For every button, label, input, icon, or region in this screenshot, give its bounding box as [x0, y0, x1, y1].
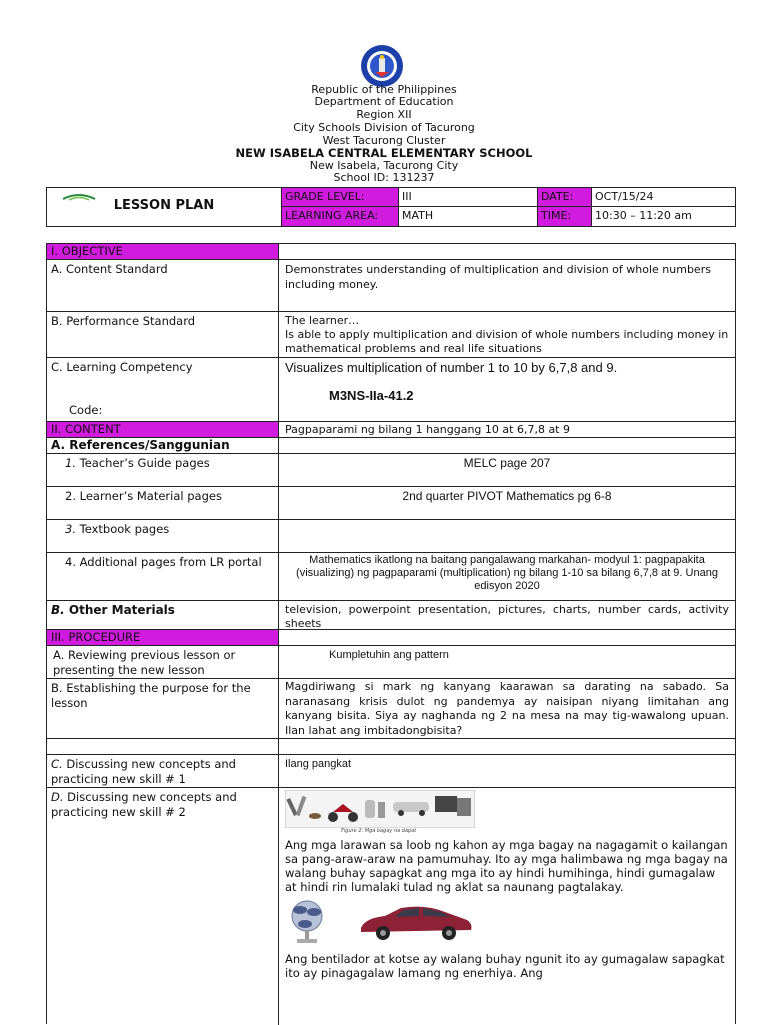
- other-materials-row: [47, 601, 735, 630]
- header-republic: Republic of the Philippines: [311, 83, 457, 96]
- other-materials-value: television, powerpoint presentation, pictures, charts, number cards, activity sheets: [285, 603, 729, 630]
- learning-area-value: MATH: [402, 209, 434, 222]
- time-label: TIME:: [538, 207, 591, 226]
- performance-standard-value: Is able to apply multiplication and division of whole numbers including money in mathematical problems and real life situations: [285, 328, 729, 355]
- learners-material-row: [47, 487, 735, 520]
- lesson-plan-title: LESSON PLAN: [113, 198, 215, 213]
- other-materials-letter: B.: [51, 603, 65, 617]
- procedure-b-value: Magdiriwang si mark ng kanyang kaarawan sa darating na sabado. Sa naranasang krisis dulot ng pandemya ay naisipan niyang limitahan ang kanyang bisita. Siya ay naghanda ng 2 na mesa na may tig-wawalong upuan. Ilan lahat ang imbitadongbisita?: [285, 680, 729, 737]
- figure-caption: Figure 2: Mga bagay na dapat: [341, 828, 417, 834]
- additional-pages-value: Mathematics ikatlong na baitang pangalawang markahan- modyul 1: pagpapakita (visualizing) ng pagpaparami (multiplication) ng bilang 1-10 sa bilang 6,7,8 at 9. Unang edisyon 2020: [296, 554, 718, 592]
- procedure-b-row: [47, 679, 735, 739]
- procedure-c-row: [47, 755, 735, 788]
- teachers-guide-label: Teacher’s Guide pages: [79, 456, 210, 470]
- red-car-image: [355, 902, 475, 942]
- header-cluster: West Tacurong Cluster: [322, 134, 446, 147]
- procedure-d-label: Discussing new concepts and practicing new skill # 2: [51, 790, 237, 819]
- content-heading: II. CONTENT: [47, 422, 279, 437]
- header-school-name: NEW ISABELA CENTRAL ELEMENTARY SCHOOL: [235, 146, 533, 160]
- header-address: New Isabela, Tacurong City: [309, 159, 459, 172]
- teachers-guide-number: 1.: [65, 456, 76, 470]
- content-value: Pagpaparami ng bilang 1 hanggang 10 at 6,7,8 at 9: [285, 423, 570, 436]
- objects-image-strip: [285, 790, 475, 828]
- references-row: [47, 438, 735, 454]
- learning-competency-label: C. Learning Competency: [51, 360, 193, 374]
- lesson-plan-table: [46, 243, 736, 1024]
- competency-code-value: M3NS-IIa-41.2: [329, 388, 414, 403]
- objective-heading: I. OBJECTIVE: [47, 244, 279, 259]
- procedure-d-row: [47, 788, 735, 1025]
- procedure-c-value: Ilang pangkat: [285, 758, 352, 770]
- bottle-icon: [378, 802, 385, 818]
- content-standard-label: A. Content Standard: [47, 260, 279, 311]
- procedure-c-label: Discussing new concepts and practicing new skill # 1: [51, 757, 236, 786]
- grade-level-value: III: [402, 190, 412, 203]
- learning-area-label: LEARNING AREA:: [282, 207, 398, 226]
- references-label: A. References/Sanggunian: [47, 438, 279, 453]
- learning-competency-value: Visualizes multiplication of number 1 to 10 by 6,7,8 and 9.: [285, 360, 618, 375]
- blank-row: [47, 739, 735, 755]
- other-materials-label: Other Materials: [68, 603, 175, 617]
- procedure-d-paragraph-2: Ang bentilador at kotse ay walang buhay ngunit ito ay gumagalaw sapagkat ito ay pinagagalaw lamang ng enerhiya. Ang: [285, 952, 725, 980]
- textbook-label: Textbook pages: [79, 522, 170, 536]
- procedure-a-label: A. Reviewing previous lesson or presenting the new lesson: [47, 646, 279, 678]
- learning-competency-row: [47, 358, 735, 422]
- teachers-guide-row: [47, 454, 735, 487]
- header-region: Region XII: [356, 108, 412, 121]
- competency-code-label: Code:: [69, 403, 103, 417]
- additional-pages-label: 4. Additional pages from LR portal: [47, 553, 279, 600]
- textbook-number: 3.: [65, 522, 76, 536]
- grade-level-label: GRADE LEVEL:: [282, 188, 398, 206]
- learners-material-label: 2. Learner’s Material pages: [47, 487, 279, 519]
- learners-material-value: 2nd quarter PIVOT Mathematics pg 6-8: [402, 489, 612, 503]
- date-value: OCT/15/24: [595, 190, 654, 203]
- procedure-d-letter: D.: [51, 790, 64, 804]
- procedure-c-letter: C.: [51, 757, 63, 771]
- electric-fan-image: [285, 898, 333, 944]
- additional-pages-row: [47, 553, 735, 601]
- objective-header-row: [47, 244, 735, 260]
- procedure-a-value: Kumpletuhin ang pattern: [329, 649, 449, 661]
- lesson-plan-info-box: [46, 187, 736, 227]
- header-division: City Schools Division of Tacurong: [293, 121, 475, 134]
- header-school-id: School ID: 131237: [333, 171, 435, 184]
- procedure-b-label: B. Establishing the purpose for the lesson: [47, 679, 279, 738]
- procedure-a-row: [47, 646, 735, 679]
- performance-standard-label: B. Performance Standard: [47, 312, 279, 357]
- procedure-d-paragraph-1: Ang mga larawan sa loob ng kahon ay mga bagay na nagagamit o kailangan sa pang-araw-araw na pamumuhay. Ito ay mga halimbawa ng mga bagay na walang buhay sapagkat ang mga ito ay hindi humihinga, hindi gumagalaw at hindi rin lumalaki tulad ng aklat sa naunang pagtalakay.: [285, 838, 728, 894]
- bag-icon: [365, 800, 375, 818]
- header-department: Department of Education: [314, 95, 454, 108]
- deped-seal-logo: [357, 44, 407, 88]
- time-value: 10:30 – 11:20 am: [595, 209, 692, 222]
- date-label: DATE:: [538, 188, 591, 206]
- performance-standard-row: [47, 312, 735, 358]
- content-standard-row: [47, 260, 735, 312]
- slipper-icon: [309, 813, 321, 819]
- procedure-header-row: [47, 630, 735, 646]
- teachers-guide-value: MELC page 207: [463, 456, 551, 470]
- performance-standard-intro: The learner…: [285, 314, 360, 327]
- procedure-heading: III. PROCEDURE: [47, 630, 279, 645]
- textbook-row: [47, 520, 735, 553]
- content-standard-value: Demonstrates understanding of multiplication and division of whole numbers including money.: [285, 263, 711, 291]
- content-row: [47, 422, 735, 438]
